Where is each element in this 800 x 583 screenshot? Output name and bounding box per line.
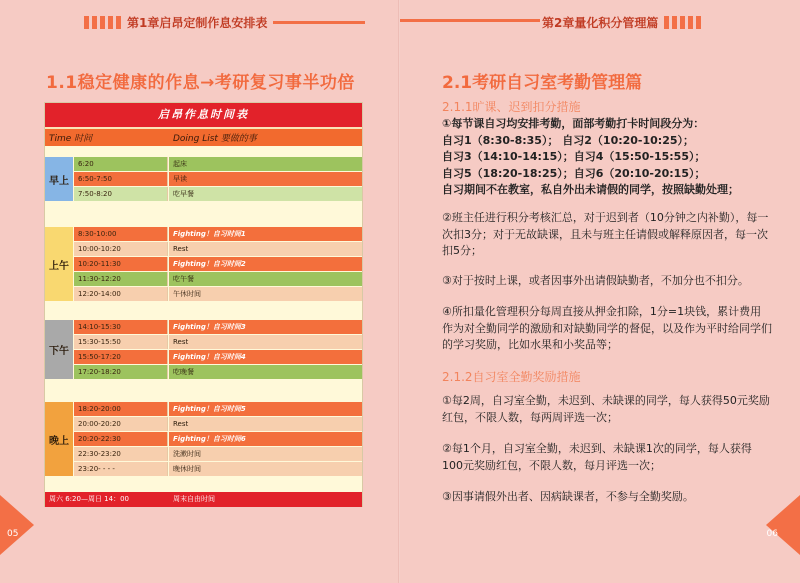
row-time: 15:50-17:20 xyxy=(74,350,168,364)
row-activity: 晚休时间 xyxy=(169,462,362,476)
paragraph-5: ①每2周，自习室全勤，未迟到、未缺课的同学，每人获得50元奖励红包，不限人数，每两周评选一次； xyxy=(442,394,770,424)
para1-line2: 自习1（8:30-8:35）； 自习2（10:20-10:25）； xyxy=(442,133,695,147)
right-header-title: 第2章量化积分管理篇 xyxy=(542,16,659,30)
row-time: 23:20- - - - xyxy=(74,462,168,476)
row-time: 6:20 xyxy=(74,157,168,171)
row-activity: 洗漱时间 xyxy=(169,447,362,461)
schedule-row xyxy=(74,350,362,364)
period-label: 早上 xyxy=(45,157,73,201)
para1-line3: 自习3（14:10-14:15）；自习4（15:50-15:55）； xyxy=(442,150,706,163)
schedule-row xyxy=(74,432,362,446)
schedule-row xyxy=(74,272,362,286)
schedule-row xyxy=(74,447,362,461)
paragraph-2: ②班主任进行积分考核汇总，对于迟到者（10分钟之内补勤），每一次扣3分；对于无故缺课，且未与班主任请假或解释原因者，每一次扣5分； xyxy=(442,211,769,257)
row-activity: Rest xyxy=(169,335,362,349)
left-page-title: 1.1稳定健康的作息→考研复习事半功倍 xyxy=(46,73,355,93)
header-rule-right xyxy=(400,19,540,22)
row-activity: 吃晚餐 xyxy=(169,365,362,379)
left-page-number: 05 xyxy=(7,529,19,539)
row-time: 20:00-20:20 xyxy=(74,417,168,431)
attendance-times xyxy=(442,116,772,199)
left-page-header xyxy=(84,14,365,31)
right-page xyxy=(400,0,800,583)
period-label: 上午 xyxy=(45,227,73,301)
subsection-title-1: 2.1.1旷课、迟到扣分措施 xyxy=(442,100,581,114)
row-activity: Rest xyxy=(169,242,362,256)
row-activity: 起床 xyxy=(169,157,362,171)
paragraph-6: ②每1个月，自习室全勤，未迟到、未缺课1次的同学，每人获得100元奖励红包，不限人数，每月评选一次； xyxy=(442,442,752,472)
para1-line1: ①每节课自习均安排考勤，面部考勤打卡时间段分为： xyxy=(442,117,705,130)
col-todo-header: Doing List 要做的事 xyxy=(173,134,257,144)
paragraph-7: ③因事请假外出者、因病缺课者，不参与全勤奖励。 xyxy=(442,490,694,503)
row-time: 17:20-18:20 xyxy=(74,365,168,379)
row-time: 7:50-8:20 xyxy=(74,187,168,201)
row-time: 12:20-14:00 xyxy=(74,287,168,301)
row-activity: 早读 xyxy=(169,172,362,186)
row-time: 10:20-11:30 xyxy=(74,257,168,271)
schedule-footer xyxy=(45,492,362,507)
left-header-title: 第1章启昂定制作息安排表 xyxy=(127,16,268,30)
row-time: 15:30-15:50 xyxy=(74,335,168,349)
col-time-header: Time 时间 xyxy=(49,134,93,144)
row-time: 6:50-7:50 xyxy=(74,172,168,186)
schedule-row xyxy=(74,257,362,271)
row-activity: Rest xyxy=(169,417,362,431)
schedule-row xyxy=(74,417,362,431)
row-time: 20:20-22:30 xyxy=(74,432,168,446)
row-activity: Fighting！自习时间1 xyxy=(169,227,362,241)
schedule-row xyxy=(74,462,362,476)
schedule-table xyxy=(44,102,363,507)
row-activity: Fighting！自习时间3 xyxy=(169,320,362,334)
corner-triangle-right xyxy=(766,495,800,555)
stripes-decoration-right xyxy=(664,16,701,29)
right-page-header xyxy=(542,14,701,31)
period-label: 下午 xyxy=(45,320,73,379)
row-time: 18:20-20:00 xyxy=(74,402,168,416)
schedule-row xyxy=(74,227,362,241)
schedule-header-row xyxy=(45,127,362,146)
row-time: 11:30-12:20 xyxy=(74,272,168,286)
paragraph-4: ④所扣量化管理积分每周直接从押金扣除，1分=1块钱，累计费用作为对全勤同学的激励和对缺勤同学的督促，以及作为平时给同学们的学习奖励，比如水果和小奖品等； xyxy=(442,305,772,351)
stripes-decoration xyxy=(84,16,121,29)
weekend-time: 周六 6:20—周日 14：00 xyxy=(49,495,129,503)
schedule-row xyxy=(74,172,362,186)
row-activity: Fighting！自习时间6 xyxy=(169,432,362,446)
weekend-note: 周末自由时间 xyxy=(173,495,215,503)
schedule-row xyxy=(74,402,362,416)
right-page-number: 06 xyxy=(766,529,778,539)
period-label: 晚上 xyxy=(45,402,73,476)
row-activity: Fighting！自习时间5 xyxy=(169,402,362,416)
schedule-title: 启昂作息时间表 xyxy=(45,103,362,127)
header-rule xyxy=(273,21,365,24)
paragraph-3: ③对于按时上课，或者因事外出请假缺勤者，不加分也不扣分。 xyxy=(442,274,749,287)
subsection-title-2: 2.1.2自习室全勤奖励措施 xyxy=(442,370,581,384)
schedule-row xyxy=(74,365,362,379)
row-activity: 吃早餐 xyxy=(169,187,362,201)
row-time: 14:10-15:30 xyxy=(74,320,168,334)
schedule-row xyxy=(74,242,362,256)
row-activity: Fighting！自习时间4 xyxy=(169,350,362,364)
schedule-row xyxy=(74,187,362,201)
corner-triangle-left xyxy=(0,495,34,555)
para1-line4: 自习5（18:20-18:25）；自习6（20:10-20:15）； xyxy=(442,166,706,180)
row-time: 22:30-23:20 xyxy=(74,447,168,461)
schedule-row xyxy=(74,335,362,349)
row-time: 8:30-10:00 xyxy=(74,227,168,241)
schedule-row xyxy=(74,157,362,171)
row-activity: 午休时间 xyxy=(169,287,362,301)
row-activity: 吃午餐 xyxy=(169,272,362,286)
schedule-row xyxy=(74,320,362,334)
row-activity: Fighting！自习时间2 xyxy=(169,257,362,271)
para1-line5: 自习期间不在教室，私自外出未请假的同学，按照缺勤处理； xyxy=(442,183,739,196)
schedule-row xyxy=(74,287,362,301)
row-time: 10:00-10:20 xyxy=(74,242,168,256)
right-page-title: 2.1考研自习室考勤管理篇 xyxy=(442,73,643,93)
